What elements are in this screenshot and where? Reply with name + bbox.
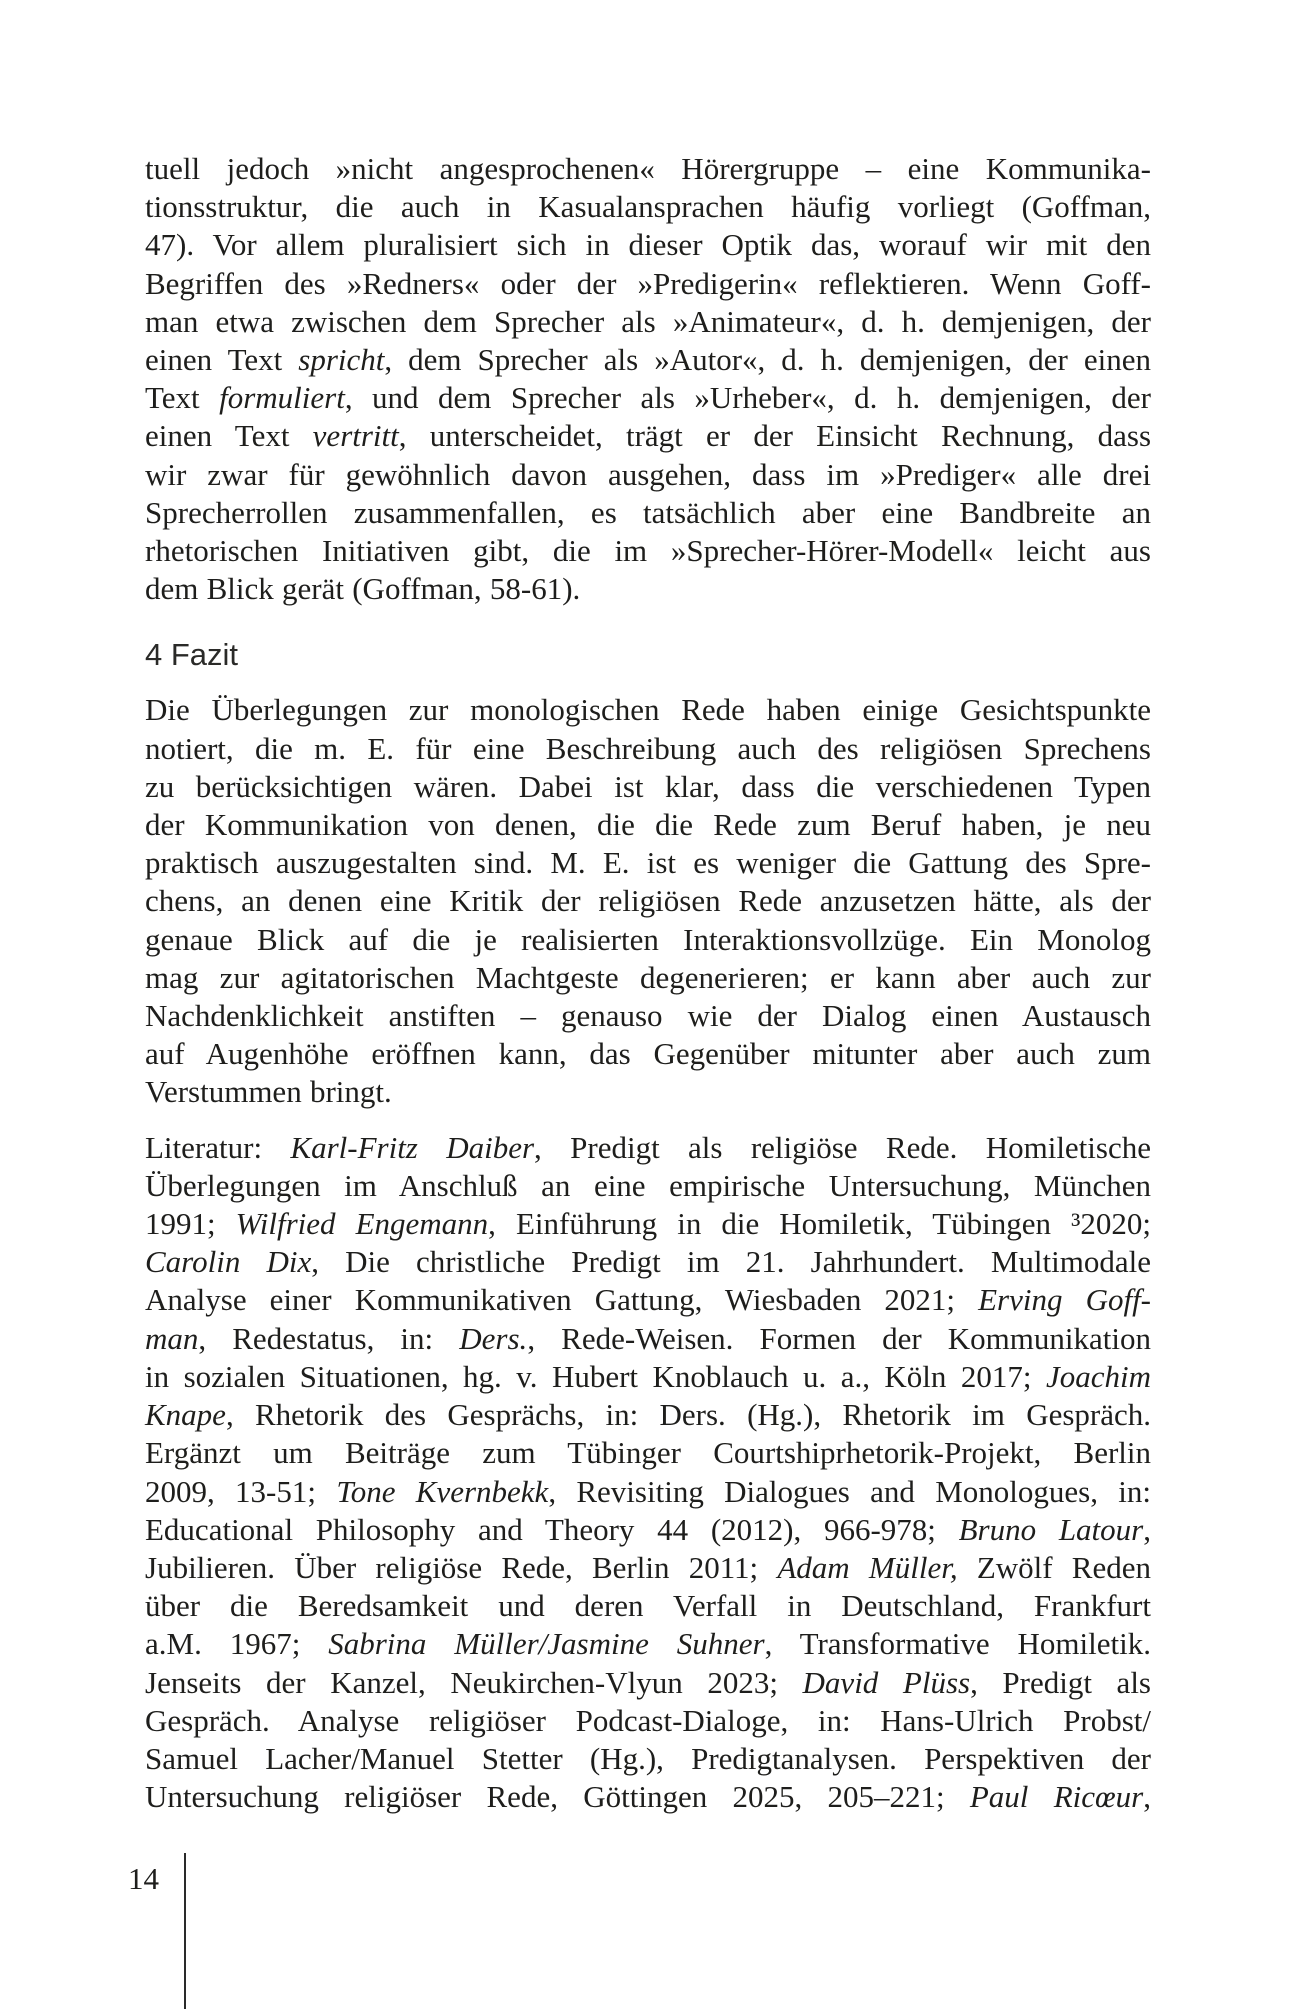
- text-line: tuell jedoch »nicht angesprochenen« Hörergruppe – eine Kommunika-: [145, 151, 1151, 186]
- literature-paragraph: [145, 1129, 1151, 1817]
- text-line: Literatur: Karl-Fritz Daiber, Predigt als religiöse Rede. Homiletische: [145, 1129, 1151, 1165]
- section-heading: 4 Fazit: [145, 637, 239, 673]
- text-block: [145, 150, 1151, 1816]
- text-line: Ergänzt um Beiträge zum Tübinger Courtshiprhetorik-Projekt, Berlin: [145, 1435, 1151, 1471]
- text-line: wir zwar für gewöhnlich davon ausgehen, dass im »Prediger« alle drei: [145, 456, 1151, 492]
- body-paragraph: [145, 691, 1151, 1111]
- text-line: tionsstruktur, die auch in Kasualansprachen häufig vorliegt (Goffman,: [145, 189, 1151, 225]
- text-line: Die Überlegungen zur monologischen Rede haben einige Gesichtspunkte: [145, 692, 1151, 728]
- text-line: der Kommunikation von denen, die die Rede zum Beruf haben, je neu: [145, 807, 1151, 843]
- body-paragraph: [145, 150, 1151, 608]
- text-line: Verstummen bringt.: [145, 1074, 392, 1110]
- footer-rule-line: [184, 1853, 186, 2009]
- text-line: man etwa zwischen dem Sprecher als »Animateur«, d. h. demjenigen, der: [145, 303, 1151, 339]
- text-line: über die Beredsamkeit und deren Verfall in Deutschland, Frankfurt: [145, 1588, 1151, 1624]
- text-line: rhetorischen Initiativen gibt, die im »Sprecher-Hörer-Modell« leicht aus: [145, 533, 1151, 569]
- text-line: Knape, Rhetorik des Gesprächs, in: Ders. (Hg.), Rhetorik im Gespräch.: [145, 1397, 1151, 1433]
- text-line: Sprecherrollen zusammenfallen, es tatsächlich aber eine Bandbreite an: [145, 494, 1151, 530]
- text-line: notiert, die m. E. für eine Beschreibung auch des religiösen Sprechens: [145, 730, 1151, 766]
- text-line: Begriffen des »Redners« oder der »Predigerin« reflektieren. Wenn Goff-: [145, 265, 1151, 301]
- text-line: man, Redestatus, in: Ders., Rede-Weisen. Formen der Kommunikation: [145, 1320, 1151, 1356]
- text-line: einen Text vertritt, unterscheidet, trägt er der Einsicht Rechnung, dass: [145, 418, 1152, 454]
- text-line: mag zur agitatorischen Machtgeste degenerieren; er kann aber auch zur: [145, 959, 1151, 995]
- text-line: Jubilieren. Über religiöse Rede, Berlin 2011; Adam Müller, Zwölf Reden: [145, 1549, 1151, 1585]
- text-line: in sozialen Situationen, hg. v. Hubert Knoblauch u. a., Köln 2017; Joachim: [145, 1358, 1151, 1394]
- text-line: Gespräch. Analyse religiöser Podcast-Dialoge, in: Hans-Ulrich Probst/: [145, 1702, 1151, 1738]
- text-line: Untersuchung religiöser Rede, Göttingen 2025, 205–221; Paul Ricœur,: [145, 1779, 1151, 1815]
- text-line: zu berücksichtigen wären. Dabei ist klar, dass die verschiedenen Typen: [145, 768, 1151, 804]
- text-line: Analyse einer Kommunikativen Gattung, Wiesbaden 2021; Erving Goff-: [145, 1282, 1152, 1318]
- text-line: Nachdenklichkeit anstiften – genauso wie der Dialog einen Austausch: [145, 998, 1151, 1034]
- text-line: Text formuliert, und dem Sprecher als »Urheber«, d. h. demjenigen, der: [145, 380, 1151, 416]
- page-number: 14: [128, 1861, 159, 1896]
- text-line: 47). Vor allem pluralisiert sich in dieser Optik das, worauf wir mit den: [145, 227, 1151, 263]
- text-line: 2009, 13-51; Tone Kvernbekk, Revisiting Dialogues and Monologues, in:: [145, 1473, 1151, 1509]
- text-line: chens, an denen eine Kritik der religiösen Rede anzusetzen hätte, als der: [145, 883, 1151, 919]
- text-line: auf Augenhöhe eröffnen kann, das Gegenüber mitunter aber auch zum: [145, 1036, 1151, 1072]
- text-line: praktisch auszugestalten sind. M. E. ist es weniger die Gattung des Spre-: [145, 845, 1151, 881]
- text-line: einen Text spricht, dem Sprecher als »Autor«, d. h. demjenigen, der einen: [145, 342, 1151, 378]
- text-line: Samuel Lacher/Manuel Stetter (Hg.), Predigtanalysen. Perspektiven der: [145, 1740, 1151, 1776]
- text-line: Carolin Dix, Die christliche Predigt im 21. Jahrhundert. Multimodale: [145, 1244, 1152, 1280]
- text-line: dem Blick gerät (Goffman, 58-61).: [145, 571, 581, 607]
- text-line: a.M. 1967; Sabrina Müller/Jasmine Suhner, Transformative Homiletik.: [145, 1626, 1151, 1662]
- text-line: 1991; Wilfried Engemann, Einführung in die Homiletik, Tübingen ³2020;: [145, 1206, 1151, 1242]
- text-line: genaue Blick auf die je realisierten Interaktionsvollzüge. Ein Monolog: [145, 921, 1151, 957]
- text-line: Überlegungen im Anschluß an eine empirische Untersuchung, München: [145, 1167, 1151, 1203]
- text-line: Jenseits der Kanzel, Neukirchen-Vlyun 2023; David Plüss, Predigt als: [145, 1664, 1151, 1700]
- text-line: Educational Philosophy and Theory 44 (2012), 966-978; Bruno Latour,: [145, 1511, 1151, 1547]
